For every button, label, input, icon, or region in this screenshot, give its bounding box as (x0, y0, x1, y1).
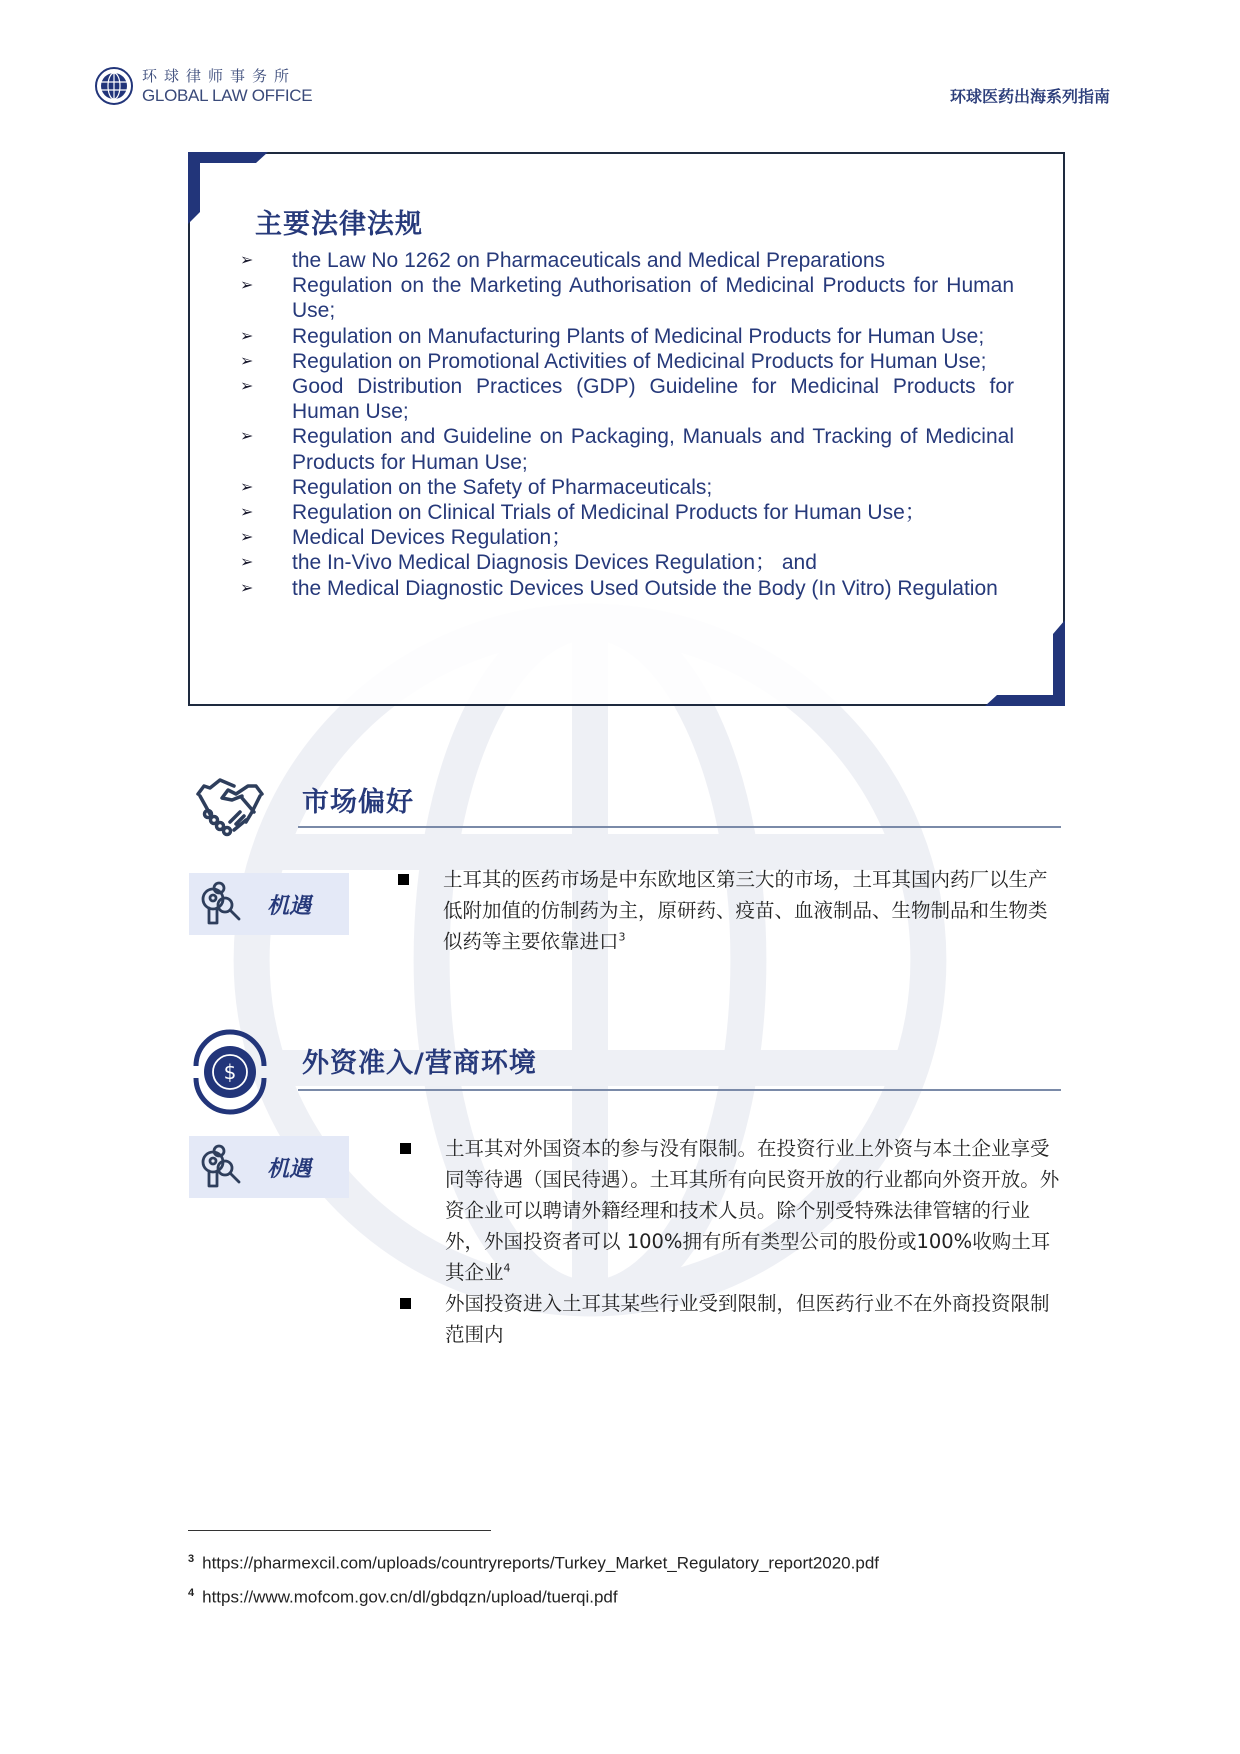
globe-logo-icon (94, 66, 134, 106)
laws-list (240, 248, 1014, 601)
footnote-ref: 3 (618, 930, 626, 944)
footnote-ref: 4 (503, 1261, 511, 1275)
laws-heading: 主要法律法规 (255, 209, 423, 240)
arrow-bullet-icon: ➢ (240, 579, 254, 597)
square-bullet-icon (400, 1143, 411, 1154)
law-item: ➢ Regulation on Clinical Trials of Medicinal Products for Human Use； (240, 501, 926, 525)
law-item: ➢ the Medical Diagnostic Devices Used Outside the Body (In Vitro) Regulation (240, 576, 998, 600)
corner-accent-bottom-right (985, 620, 1065, 706)
svg-text:$: $ (223, 1060, 237, 1084)
section-heading-foreign-investment: 外资准入/营商环境 (302, 1048, 537, 1079)
arrow-bullet-icon: ➢ (240, 529, 254, 547)
law-item: ➢ Good Distribution Practices (GDP) Guideline for Medicinal Products for Human Use; (240, 375, 1014, 424)
section-heading-market-preference: 市场偏好 (302, 787, 414, 818)
footnote-3 (188, 1553, 879, 1574)
law-item: ➢ Regulation on Promotional Activities of Medicinal Products for Human Use; (240, 349, 987, 373)
logo-chinese-name: 环球律师事务所 (142, 66, 297, 85)
arrow-bullet-icon: ➢ (240, 554, 254, 572)
badge-label: 机遇 (267, 1156, 312, 1182)
arrow-bullet-icon: ➢ (240, 277, 254, 295)
law-item: ➢ the Law No 1262 on Pharmaceuticals and Medical Preparations (240, 249, 886, 272)
arrow-bullet-icon: ➢ (240, 327, 254, 345)
arrow-bullet-icon: ➢ (240, 504, 254, 522)
bullet-item: 土耳其对外国资本的参与没有限制。在投资行业上外资与本土企业享受同等待遇（国民待遇）。土耳其所有向民资开放的行业都向外资开放。外资企业可以聘请外籍经理和技术人员。除个别受特殊法律管辖的行业外，外国投资者可以 100%拥有所有类型公司的股份或100%收购土耳其企业$^4$ (396, 1133, 1064, 1288)
market-preference-bullets (394, 864, 1062, 957)
bullet-item: 外国投资进入土耳其某些行业受到限制，但医药行业不在外商投资限制范围内 (396, 1288, 1064, 1350)
arrow-bullet-icon: ➢ (240, 378, 254, 396)
arrow-bullet-icon: ➢ (240, 352, 254, 370)
law-item: ➢ Regulation on the Marketing Authorisation of Medicinal Products for Human Use; (240, 274, 1014, 323)
foreign-investment-bullets (396, 1133, 1064, 1350)
arrow-bullet-icon: ➢ (240, 428, 254, 446)
law-item: ➢ Medical Devices Regulation； (240, 526, 573, 550)
section-divider (298, 826, 1061, 828)
footnote-number: 4 (188, 1587, 195, 1599)
handshake-icon (190, 764, 270, 844)
opportunity-badge (189, 873, 349, 935)
series-title: 环球医药出海系列指南 (949, 87, 1110, 106)
law-item: ➢ Regulation and Guideline on Packaging, Manuals and Tracking of Medicinal Products for Human Use; (240, 425, 1014, 474)
section-divider (298, 1089, 1061, 1091)
opportunity-badge (189, 1136, 349, 1198)
arrow-bullet-icon: ➢ (240, 252, 254, 269)
footnote-link[interactable]: https://pharmexcil.com/uploads/countryreports/Turkey_Market_Regulatory_report2020.pdf (202, 1553, 879, 1573)
square-bullet-icon (398, 874, 409, 885)
law-firm-logo (94, 66, 312, 106)
footnote-4 (188, 1587, 618, 1608)
footnote-link[interactable]: https://www.mofcom.gov.cn/dl/gbdqzn/upload/tuerqi.pdf (202, 1587, 618, 1607)
footnote-number: 3 (188, 1553, 195, 1565)
logo-english-name: GLOBAL LAW OFFICE (142, 85, 313, 105)
law-item: ➢ Regulation on Manufacturing Plants of Medicinal Products for Human Use; (240, 324, 985, 348)
square-bullet-icon (400, 1298, 411, 1309)
badge-label: 机遇 (267, 893, 312, 919)
footnote-separator (188, 1530, 491, 1531)
keys-search-icon (197, 879, 247, 929)
arrow-bullet-icon: ➢ (240, 478, 254, 496)
keys-search-icon (197, 1142, 247, 1192)
main-laws-box (188, 152, 1065, 706)
law-item: ➢ the In-Vivo Medical Diagnosis Devices Regulation； and (240, 551, 817, 575)
bullet-item: 土耳其的医药市场是中东欧地区第三大的市场，土耳其国内药厂以生产低附加值的仿制药为主，原研药、疫苗、血液制品、生物制品和生物类似药等主要依靠进口$^3$ (394, 864, 1062, 957)
dollar-coin-icon (186, 1028, 274, 1116)
law-item: ➢ Regulation on the Safety of Pharmaceuticals; (240, 475, 713, 499)
